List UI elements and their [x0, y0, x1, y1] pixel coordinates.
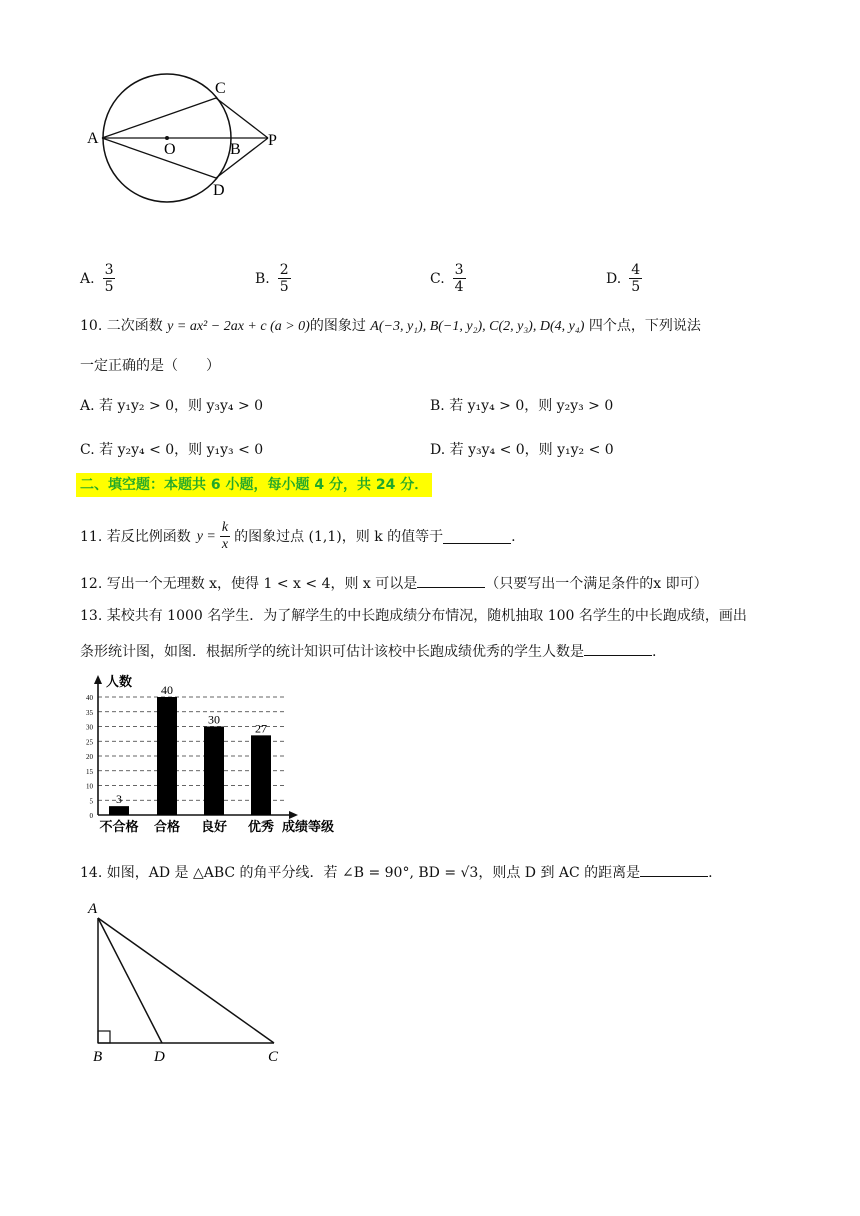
category-label: 优秀	[247, 819, 275, 834]
y-tick-label: 10	[86, 782, 93, 791]
option-letter: B.	[255, 270, 270, 287]
q10-stem-line1: 10. 二次函数 y = ax² − 2ax + c (a > 0)的图象过 A(−3, y₁), B(−1, y₂), C(2, y₃), D(4, y₄) 四个点，下列说法	[80, 318, 701, 334]
q12-stem: 12. 写出一个无理数 x，使得 1 < x < 4，则 x 可以是 （只要写出一个满足条件的x 即可）	[80, 573, 708, 594]
q10-function: y = ax² − 2ax + c (a > 0)	[167, 319, 310, 334]
category-label: 良好	[200, 819, 228, 834]
bar	[109, 806, 129, 815]
label-P: P	[268, 132, 277, 149]
x-axis-arrow	[289, 811, 298, 819]
q9-option-d	[606, 262, 642, 295]
fraction: $\frac{2}{5}$	[279, 262, 289, 295]
q10-points: A(−3, y₁), B(−1, y₂), C(2, y₃), D(4, y₄)	[370, 319, 585, 334]
q11-stem: 11. 若反比例函数 y = $\frac{k}{x}$ 的图象过点 (1,1)，则 k 的值等于 .	[80, 520, 516, 552]
q13-stem-line1: 13. 某校共有 1000 名学生．为了解学生的中长跑成绩分布情况，随机抽取 100 名学生的中长跑成绩，画出	[80, 608, 747, 624]
bar-chart	[72, 672, 362, 837]
label-D: D	[154, 1049, 165, 1065]
q10-option-d: D. 若 y₃y₄ < 0，则 y₁y₂ < 0	[430, 442, 614, 458]
q10-stem-line2: 一定正确的是（ ）	[80, 358, 220, 374]
option-letter: A.	[80, 270, 95, 287]
data-label: 30	[208, 712, 220, 727]
label-B: B	[93, 1049, 103, 1065]
label-D: D	[213, 182, 225, 199]
fraction: $\frac{3}{5}$	[104, 262, 114, 295]
label-A: A	[88, 901, 98, 917]
y-tick-label: 40	[86, 694, 93, 702]
y-tick-label: 35	[86, 708, 93, 717]
label-B: B	[230, 141, 241, 158]
category-label: 不合格	[99, 819, 139, 834]
fraction: $\frac{3}{4}$	[454, 262, 464, 295]
q9-option-c	[430, 262, 466, 295]
circle-figure	[80, 70, 290, 210]
y-tick-label: 15	[86, 767, 93, 776]
answer-blank	[584, 641, 652, 656]
option-letter: D.	[606, 270, 622, 287]
q10-option-b: B. 若 y₁y₄ > 0，则 y₂y₃ > 0	[430, 398, 614, 414]
q10-option-c: C. 若 y₂y₄ < 0，则 y₁y₃ < 0	[80, 442, 264, 458]
y-tick-label: 25	[86, 738, 93, 747]
q9-option-b	[255, 262, 291, 295]
q9-option-a	[80, 262, 115, 295]
option-letter: C.	[430, 270, 445, 287]
y-tick-label: 30	[86, 723, 93, 732]
answer-blank	[417, 573, 485, 588]
bar	[157, 697, 177, 815]
y-tick-label: 20	[86, 753, 93, 761]
triangle-figure	[82, 898, 292, 1068]
q13-stem-line2: 条形统计图，如图．根据所学的统计知识可估计该校中长跑成绩优秀的学生人数是 .	[80, 641, 656, 662]
label-C: C	[215, 80, 226, 97]
bar	[251, 735, 271, 815]
y-tick-label: 0	[89, 812, 93, 820]
category-label: 合格	[153, 819, 181, 834]
label-C: C	[268, 1049, 279, 1065]
label-A: A	[87, 130, 99, 147]
answer-blank	[640, 862, 708, 877]
label-O: O	[164, 141, 176, 158]
section-heading: 二、填空题：本题共 6 小题，每小题 4 分，共 24 分．	[76, 473, 432, 497]
y-tick-label: 5	[89, 797, 93, 806]
y-axis-arrow	[94, 675, 102, 684]
data-label: 27	[255, 721, 267, 736]
data-label: 40	[161, 683, 173, 697]
y-axis-label: 人数	[106, 674, 133, 689]
q10-option-a: A. 若 y₁y₂ > 0，则 y₃y₄ > 0	[80, 398, 264, 414]
bar	[204, 727, 224, 816]
x-axis-label: 成绩等级	[282, 819, 335, 834]
q14-stem: 14. 如图，AD 是 △ABC 的角平分线．若 ∠B = 90°, BD = √3，则点 D 到 AC 的距离是 .	[80, 862, 713, 883]
fraction: $\frac{k}{x}$	[221, 520, 229, 552]
data-label: 3	[116, 792, 122, 807]
answer-blank	[443, 529, 511, 544]
fraction: $\frac{4}{5}$	[631, 262, 641, 295]
